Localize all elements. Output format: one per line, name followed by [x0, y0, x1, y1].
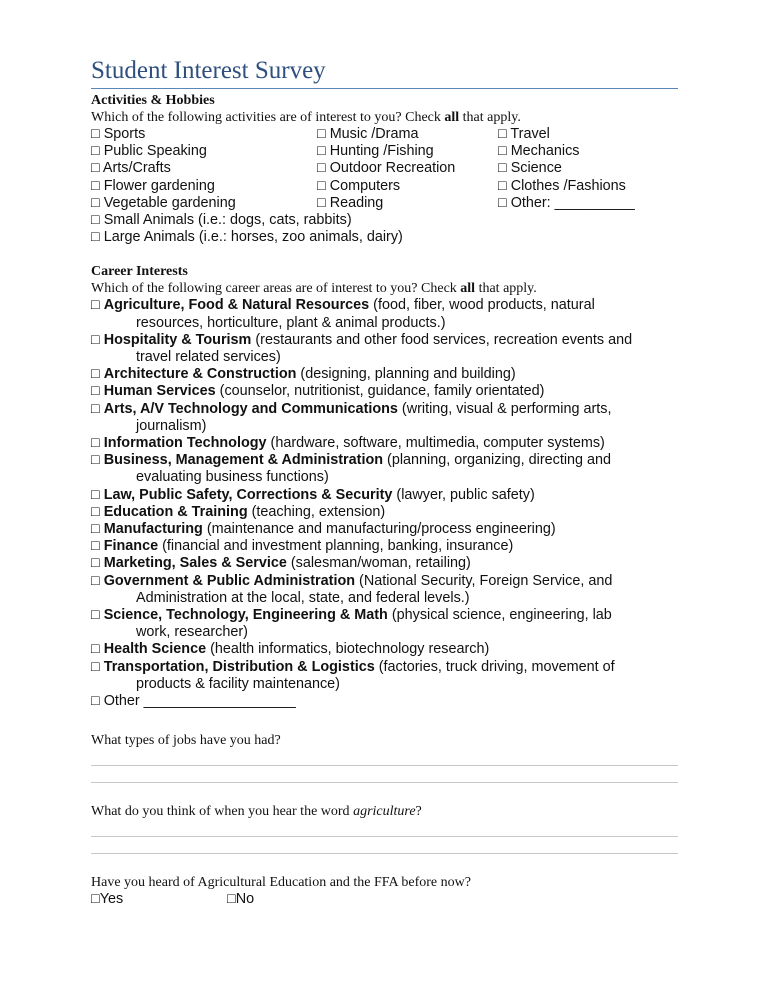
- activities-grid: [91, 126, 678, 212]
- career-option[interactable]: [91, 555, 678, 572]
- career-description-continued: journalism): [136, 417, 207, 434]
- checkbox-icon[interactable]: □: [91, 503, 100, 520]
- checkbox-icon[interactable]: □: [91, 607, 100, 624]
- checkbox-icon[interactable]: □: [91, 435, 100, 452]
- career-option[interactable]: [91, 297, 678, 331]
- activity-option[interactable]: □ Hunting /Fishing: [317, 143, 434, 160]
- career-description: (financial and investment planning, banking, insurance): [158, 538, 514, 555]
- answer-line[interactable]: [91, 820, 678, 837]
- career-name: Transportation, Distribution & Logistics: [103, 658, 375, 675]
- activity-option[interactable]: □ Music /Drama: [317, 126, 419, 142]
- checkbox-icon[interactable]: □: [91, 572, 100, 589]
- career-option[interactable]: [91, 452, 678, 486]
- career-option[interactable]: [91, 487, 678, 504]
- career-name: Information Technology: [103, 435, 267, 452]
- career-name: Arts, A/V Technology and Communications: [103, 400, 398, 417]
- answer-line[interactable]: [91, 749, 678, 766]
- career-name: Manufacturing: [103, 521, 203, 538]
- career-description-continued: work, researcher): [136, 624, 248, 641]
- activity-option[interactable]: □ Vegetable gardening: [91, 194, 236, 211]
- checkbox-icon[interactable]: □: [91, 297, 100, 314]
- answer-line[interactable]: [91, 837, 678, 854]
- career-name: Government & Public Administration: [103, 572, 356, 589]
- activity-option[interactable]: □ Reading: [317, 194, 384, 211]
- activity-option[interactable]: □ Arts/Crafts: [91, 160, 171, 177]
- yes-checkbox[interactable]: □Yes: [91, 891, 124, 908]
- career-name: Education & Training: [103, 503, 248, 520]
- activity-option[interactable]: □ Clothes /Fashions: [498, 177, 626, 194]
- survey-page: [91, 56, 678, 909]
- career-option-other[interactable]: □ Other ___________________: [91, 693, 296, 710]
- career-option[interactable]: [91, 521, 678, 538]
- career-description-continued: Administration at the local, state, and federal levels.): [136, 589, 470, 606]
- career-description: (National Security, Foreign Service, and: [355, 572, 613, 589]
- activity-option[interactable]: □ Computers: [317, 177, 401, 194]
- checkbox-icon[interactable]: □: [91, 538, 100, 555]
- checkbox-icon[interactable]: □: [91, 366, 100, 383]
- no-checkbox[interactable]: □No: [227, 891, 255, 908]
- activity-option[interactable]: □ Sports: [91, 126, 146, 142]
- activity-option[interactable]: □ Mechanics: [498, 143, 580, 160]
- career-description: (lawyer, public safety): [392, 486, 535, 503]
- career-description: (hardware, software, multimedia, computer systems): [266, 435, 605, 452]
- career-name: Business, Management & Administration: [103, 452, 384, 469]
- career-description: (physical science, engineering, lab: [387, 607, 612, 624]
- career-description: (counselor, nutritionist, guidance, family orientated): [215, 383, 545, 400]
- career-description-continued: evaluating business functions): [136, 469, 329, 486]
- career-description: (factories, truck driving, movement of: [374, 658, 615, 675]
- career-name: Marketing, Sales & Service: [103, 555, 287, 572]
- career-description: (maintenance and manufacturing/process engineering): [202, 521, 556, 538]
- career-option[interactable]: [91, 383, 678, 400]
- checkbox-icon[interactable]: □: [91, 658, 100, 675]
- careers-heading: Career Interests: [91, 264, 188, 280]
- career-option[interactable]: [91, 401, 678, 435]
- activity-option[interactable]: □ Travel: [498, 126, 550, 142]
- career-option[interactable]: [91, 659, 678, 693]
- activity-option[interactable]: □ Science: [498, 160, 562, 177]
- question-agriculture: What do you think of when you hear the word agriculture?: [91, 804, 422, 820]
- career-option[interactable]: [91, 435, 678, 452]
- checkbox-icon[interactable]: □: [91, 383, 100, 400]
- career-option[interactable]: [91, 538, 678, 555]
- career-description: (designing, planning and building): [296, 366, 516, 383]
- career-description-continued: products & facility maintenance): [136, 675, 340, 692]
- yes-no-options: [91, 891, 678, 908]
- career-description: (planning, organizing, directing and: [383, 452, 612, 469]
- activities-heading: Activities & Hobbies: [91, 93, 215, 108]
- activity-option[interactable]: □ Public Speaking: [91, 143, 207, 160]
- checkbox-icon[interactable]: □: [91, 521, 100, 538]
- checkbox-icon[interactable]: □: [91, 555, 100, 572]
- career-option[interactable]: [91, 607, 678, 641]
- career-description-continued: travel related services): [136, 349, 281, 366]
- question-jobs: What types of jobs have you had?: [91, 733, 281, 749]
- career-option[interactable]: [91, 366, 678, 383]
- career-description-continued: resources, horticulture, plant & animal products.): [136, 314, 446, 331]
- career-description: (salesman/woman, retailing): [286, 555, 471, 572]
- career-list: [91, 297, 678, 693]
- career-name: Law, Public Safety, Corrections & Security: [103, 486, 393, 503]
- career-option[interactable]: [91, 573, 678, 607]
- checkbox-icon[interactable]: □: [91, 452, 100, 469]
- activity-option[interactable]: □ Flower gardening: [91, 177, 215, 194]
- career-name: Health Science: [103, 641, 207, 658]
- career-option[interactable]: [91, 504, 678, 521]
- activity-option[interactable]: □ Outdoor Recreation: [317, 160, 456, 177]
- career-description: (food, fiber, wood products, natural: [369, 297, 595, 314]
- answer-line[interactable]: [91, 766, 678, 783]
- career-name: Architecture & Construction: [103, 366, 297, 383]
- career-description: (restaurants and other food services, recreation events and: [251, 331, 633, 348]
- career-description: (writing, visual & performing arts,: [397, 400, 612, 417]
- career-option[interactable]: [91, 332, 678, 366]
- career-name: Science, Technology, Engineering & Math: [103, 607, 388, 624]
- career-name: Agriculture, Food & Natural Resources: [103, 297, 370, 314]
- activity-option[interactable]: □ Large Animals (i.e.: horses, zoo animals, dairy): [91, 229, 403, 246]
- activities-prompt: Which of the following activities are of interest to you? Check all that apply.: [91, 110, 521, 125]
- activity-option[interactable]: □ Small Animals (i.e.: dogs, cats, rabbits): [91, 212, 352, 229]
- activity-option-other[interactable]: □ Other: __________: [498, 194, 635, 211]
- careers-prompt: Which of the following career areas are of interest to you? Check all that apply.: [91, 281, 537, 297]
- career-option[interactable]: [91, 641, 678, 658]
- career-name: Finance: [103, 538, 159, 555]
- checkbox-icon[interactable]: □: [91, 400, 100, 417]
- checkbox-icon[interactable]: □: [91, 331, 100, 348]
- question-ffa: Have you heard of Agricultural Education and the FFA before now?: [91, 875, 471, 891]
- career-name: Hospitality & Tourism: [103, 331, 252, 348]
- career-description: (health informatics, biotechnology research): [206, 641, 490, 658]
- page-title: Student Interest Survey: [91, 56, 678, 89]
- checkbox-icon[interactable]: □: [91, 641, 100, 658]
- career-name: Human Services: [103, 383, 216, 400]
- checkbox-icon[interactable]: □: [91, 486, 100, 503]
- career-description: (teaching, extension): [247, 503, 386, 520]
